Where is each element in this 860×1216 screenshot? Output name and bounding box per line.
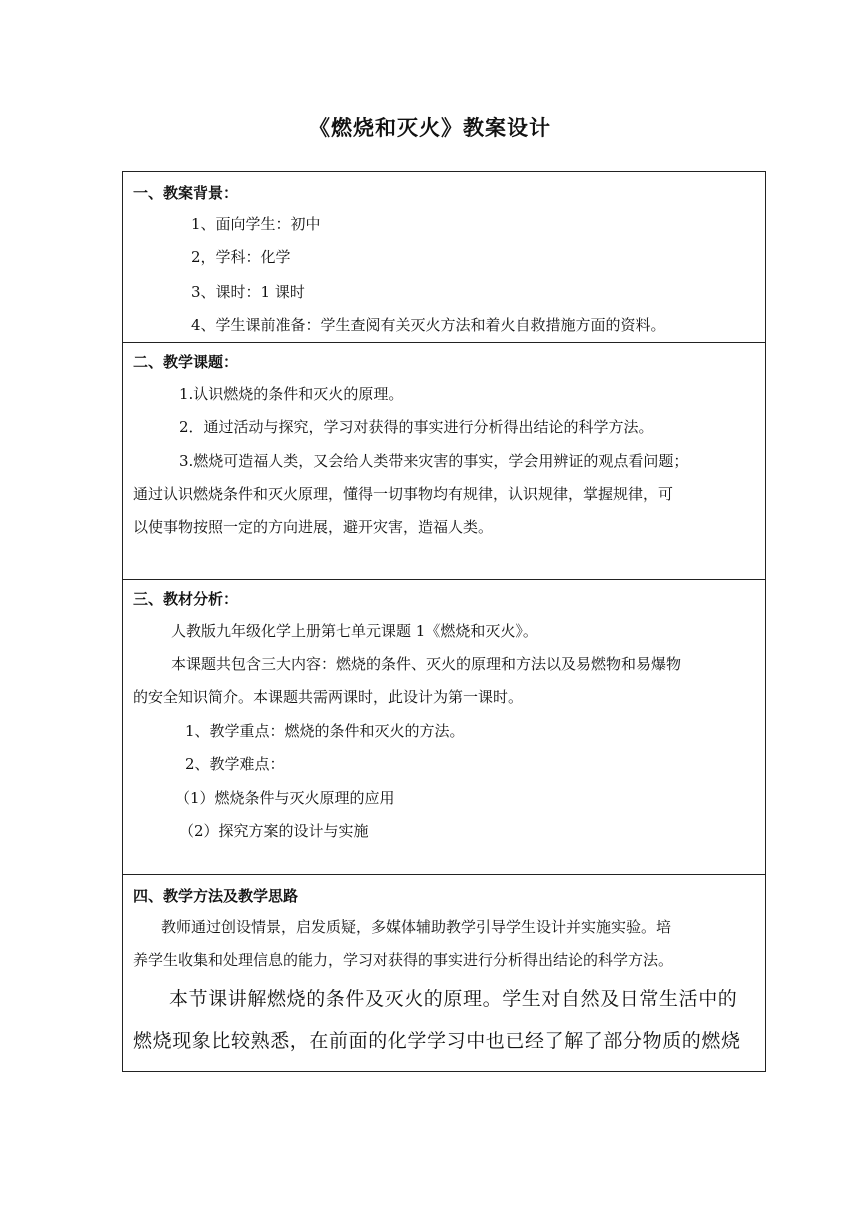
section-line: 1、教学重点：燃烧的条件和灭火的方法。	[185, 722, 465, 740]
section-line: （2）探究方案的设计与实施	[179, 822, 369, 840]
section-line: 养学生收集和处理信息的能力，学习对获得的事实进行分析得出结论的科学方法。	[133, 951, 674, 969]
section-line: 2，学科：化学	[191, 248, 291, 266]
section-line: 3、课时：1 课时	[191, 283, 305, 301]
section-line: 2．通过活动与探究，学习对获得的事实进行分析得出结论的科学方法。	[179, 418, 654, 436]
section-line: 以使事物按照一定的方向进展，避开灾害，造福人类。	[133, 518, 494, 536]
section-line: 1、面向学生：初中	[191, 215, 321, 233]
section-line: 1.认识燃烧的条件和灭火的原理。	[179, 385, 404, 403]
section-topic	[123, 343, 765, 580]
section-heading: 一、教案背景：	[133, 184, 239, 202]
section-line: 本节课讲解燃烧的条件及灭火的原理。学生对自然及日常生活中的	[169, 988, 738, 1010]
section-line: 4、学生课前准备：学生查阅有关灭火方法和着火自救措施方面的资料。	[191, 316, 666, 334]
section-line: 教师通过创设情景，启发质疑，多媒体辅助教学引导学生设计并实施实验。培	[161, 918, 672, 936]
section-line: （1）燃烧条件与灭火原理的应用	[175, 789, 395, 807]
section-methods	[123, 875, 765, 1071]
section-heading: 四、教学方法及教学思路	[133, 887, 299, 905]
section-line: 燃烧现象比较熟悉，在前面的化学学习中也已经了解了部分物质的燃烧	[133, 1030, 741, 1052]
section-heading: 二、教学课题：	[133, 353, 239, 371]
section-line: 通过认识燃烧条件和灭火原理，懂得一切事物均有规律，认识规律，掌握规律，可	[133, 485, 674, 503]
lesson-plan-table	[122, 171, 766, 1072]
section-background	[123, 172, 765, 343]
section-line: 3.燃烧可造福人类，又会给人类带来灾害的事实，学会用辨证的观点看问题；	[179, 452, 689, 470]
section-line: 本课题共包含三大内容：燃烧的条件、灭火的原理和方法以及易燃物和易爆物	[171, 655, 682, 673]
section-line: 人教版九年级化学上册第七单元课题 1《燃烧和灭火》。	[171, 622, 538, 640]
section-line: 2、教学难点：	[185, 755, 285, 773]
section-material-analysis	[123, 580, 765, 875]
document-title: 《燃烧和灭火》教案设计	[309, 116, 551, 140]
section-line: 的安全知识简介。本课题共需两课时，此设计为第一课时。	[133, 688, 524, 706]
section-heading: 三、教材分析：	[133, 590, 239, 608]
